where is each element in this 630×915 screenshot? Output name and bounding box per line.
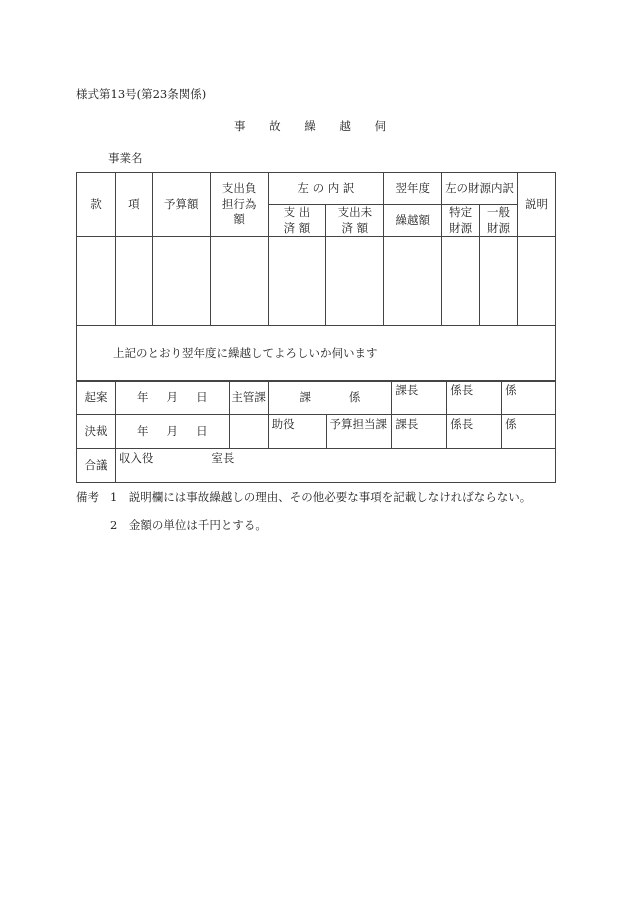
header-breakdown: 左 の 内 訳: [268, 173, 384, 205]
request-message: 上記のとおり翌年度に繰越してよろしいか伺います: [77, 326, 556, 382]
header-next-year: 翌年度: [384, 173, 442, 205]
kessai-label: 決裁: [77, 415, 116, 449]
kakari-label: 係: [348, 389, 361, 404]
aigi-label: 合議: [77, 449, 116, 483]
cell-specific-funds[interactable]: [442, 237, 480, 326]
header-funding-breakdown: 左の財源内訳: [442, 173, 518, 205]
kessai-year-label: 年: [136, 423, 149, 438]
kian-month-label: 月: [166, 389, 179, 404]
shitsuchou-label: 室長: [211, 451, 235, 465]
shunyuyaku-label: 収入役: [118, 451, 154, 465]
kessai-day-label: 日: [196, 423, 208, 438]
header-carryover-amount: 繰越額: [384, 205, 442, 237]
header-unpaid-amount: 支出未 済 額: [326, 205, 384, 237]
kessai-date[interactable]: [115, 415, 229, 449]
form-number: 様式第13号(第23条関係): [76, 87, 207, 101]
header-description: 説明: [518, 173, 556, 237]
approval-table: [76, 380, 556, 483]
kachou-stamp-1[interactable]: 課長: [392, 381, 447, 415]
header-kan: 款: [77, 173, 116, 237]
header-general-funds: 一般 財源: [480, 205, 518, 237]
kakari-stamp-1[interactable]: 係: [502, 381, 556, 415]
header-paid-amount: 支 出 済 額: [268, 205, 326, 237]
kian-date[interactable]: [115, 381, 229, 415]
cell-paid[interactable]: [268, 237, 326, 326]
cell-kan[interactable]: [77, 237, 116, 326]
notes: [76, 489, 531, 505]
kachou-stamp-2[interactable]: 課長: [392, 415, 447, 449]
kakarichou-stamp-2[interactable]: 係長: [447, 415, 502, 449]
kessai-blank[interactable]: [229, 415, 268, 449]
note-1: 1 説明欄には事故繰越しの理由、その他必要な事項を記載しなければならない。: [109, 490, 532, 504]
cell-kou[interactable]: [115, 237, 152, 326]
cell-description[interactable]: [518, 237, 556, 326]
kessai-month-label: 月: [166, 423, 179, 438]
project-name-label: 事業名: [108, 151, 143, 165]
kakari-stamp-2[interactable]: 係: [502, 415, 556, 449]
cell-general-funds[interactable]: [480, 237, 518, 326]
cell-commitment[interactable]: [210, 237, 268, 326]
joyaku-stamp[interactable]: 助役: [268, 415, 326, 449]
kakarichou-stamp-1[interactable]: 係長: [447, 381, 502, 415]
shukanka-label: 主管課: [229, 381, 268, 415]
header-budget: 予算額: [152, 173, 210, 237]
cell-budget[interactable]: [152, 237, 210, 326]
cell-carryover[interactable]: [384, 237, 442, 326]
note-2: 2 金額の単位は千円とする。: [110, 518, 267, 532]
carryover-table: [76, 172, 556, 382]
ka-label: 課: [299, 389, 312, 404]
ka-kakari-cell: [268, 381, 392, 415]
header-specific-funds: 特定 財源: [442, 205, 480, 237]
header-kou: 項: [115, 173, 152, 237]
notes-label: 備考: [76, 490, 99, 504]
kian-day-label: 日: [196, 389, 208, 404]
document-title: 事 故 繰 越 伺: [233, 119, 397, 133]
budget-dept-stamp[interactable]: 予算担当課: [326, 415, 392, 449]
kian-year-label: 年: [136, 389, 149, 404]
aigi-stamps[interactable]: [115, 449, 555, 483]
header-expenditure-commitment: 支出負担行為額: [210, 173, 268, 237]
cell-unpaid[interactable]: [326, 237, 384, 326]
kian-label: 起案: [77, 381, 116, 415]
